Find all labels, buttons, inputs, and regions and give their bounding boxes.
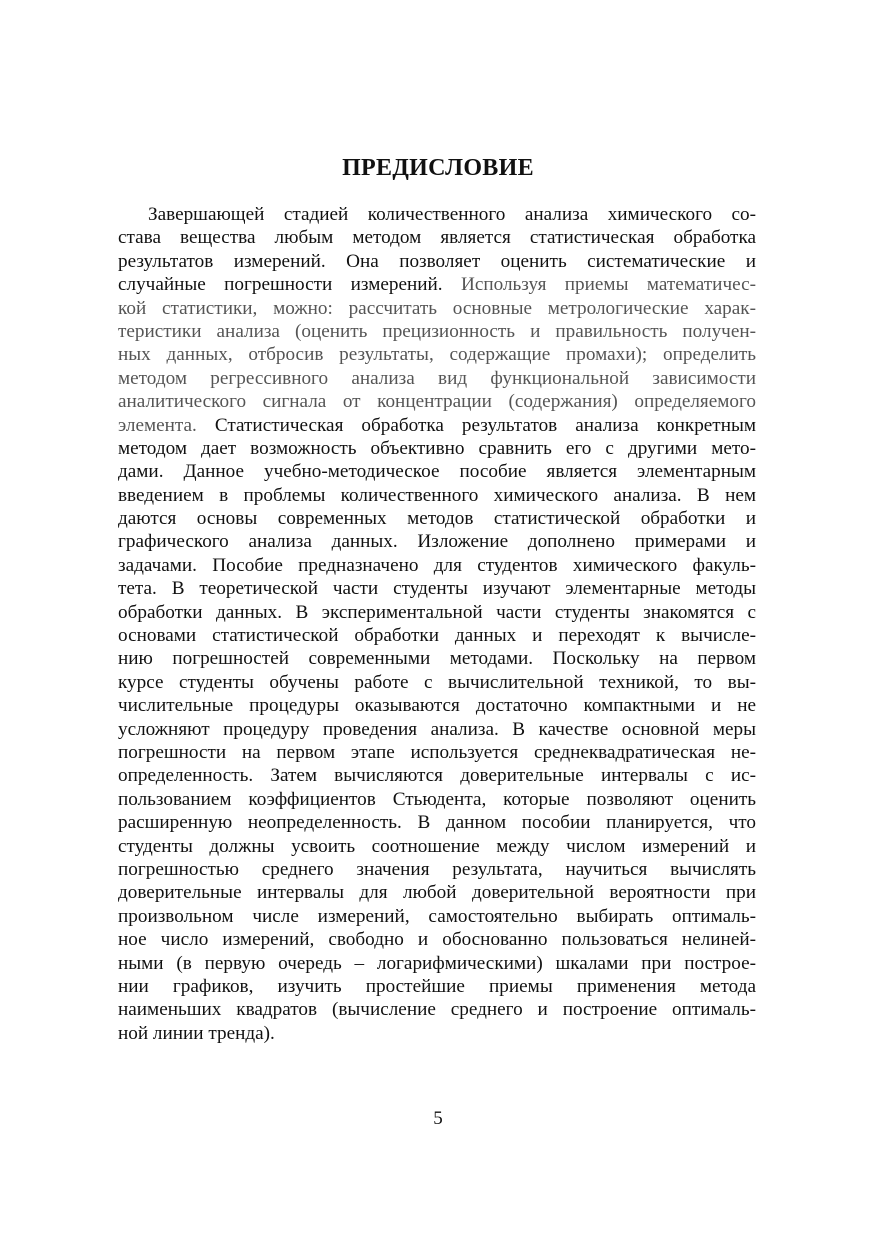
- text-line: методом дает возможность объективно сравнить его с другими мето-: [118, 437, 756, 459]
- preface-paragraph: [118, 203, 756, 1045]
- text-line: погрешностью среднего значения результата, научиться вычислять: [118, 858, 756, 880]
- text-line: [118, 273, 756, 296]
- text-line: результатов измерений. Она позволяет оценить систематические и: [118, 250, 756, 272]
- text-line: Завершающей стадией количественного анализа химического со-: [148, 204, 756, 225]
- text-line: ными (в первую очередь – логарифмическими) шкалами при построе-: [118, 952, 756, 974]
- text-line: нию погрешностей современными методами. Поскольку на первом: [118, 648, 756, 670]
- text-segment: Статистическая обработка результатов анализа конкретным: [214, 414, 756, 436]
- text-line: кой статистики, можно: рассчитать основные метрологические харак-: [118, 297, 756, 319]
- text-line: теристики анализа (оценить прецизионность и правильность получен-: [118, 320, 756, 342]
- text-line: аналитического сигнала от концентрации (содержания) определяемого: [118, 391, 756, 413]
- text-line: расширенную неопределенность. В данном пособии планируется, что: [118, 812, 756, 834]
- page-title: ПРЕДИСЛОВИЕ: [342, 155, 534, 181]
- text-line: определенность. Затем вычисляются доверительные интервалы с ис-: [118, 765, 756, 787]
- text-line: методом регрессивного анализа вид функциональной зависимости: [118, 367, 756, 389]
- text-line: тета. В теоретической части студенты изучают элементарные методы: [118, 578, 756, 600]
- text-line: графического анализа данных. Изложение дополнено примерами и: [118, 531, 756, 553]
- text-line: введением в проблемы количественного химического анализа. В нем: [118, 484, 756, 506]
- text-line: става вещества любым методом является статистическая обработка: [118, 227, 756, 249]
- text-line: обработки данных. В экспериментальной части студенты знакомятся с: [118, 601, 756, 623]
- text-segment-gray: элемента.: [118, 414, 197, 436]
- text-line: нии графиков, изучить простейшие приемы применения метода: [118, 975, 756, 997]
- text-line: произвольном числе измерений, самостоятельно выбирать оптималь-: [118, 905, 756, 927]
- text-line: задачами. Пособие предназначено для студентов химического факуль-: [118, 554, 756, 576]
- text-line: [118, 414, 756, 437]
- text-line: студенты должны усвоить соотношение между числом измерений и: [118, 835, 756, 857]
- text-segment-gray: Используя приемы математичес-: [460, 274, 756, 296]
- text-line: усложняют процедуру проведения анализа. В качестве основной меры: [118, 718, 756, 740]
- text-line: ных данных, отбросив результаты, содержащие промахи); определить: [118, 344, 756, 366]
- text-line: дами. Данное учебно-методическое пособие является элементарным: [118, 461, 756, 483]
- text-line: пользованием коэффициентов Стьюдента, которые позволяют оценить: [118, 788, 756, 810]
- text-segment: случайные погрешности измерений.: [118, 274, 443, 296]
- text-line: даются основы современных методов статистической обработки и: [118, 508, 756, 530]
- text-line: курсе студенты обучены работе с вычислительной техникой, то вы-: [118, 671, 756, 693]
- text-line: ной линии тренда).: [118, 1022, 275, 1044]
- text-line: числительные процедуры оказываются достаточно компактными и не: [118, 695, 756, 717]
- page-number: 5: [433, 1108, 443, 1129]
- text-line: доверительные интервалы для любой доверительной вероятности при: [118, 882, 756, 904]
- text-line: ное число измерений, свободно и обоснованно пользоваться нелиней-: [118, 929, 756, 951]
- text-line: наименьших квадратов (вычисление среднего и построение оптималь-: [118, 999, 756, 1021]
- text-line: основами статистической обработки данных и переходят к вычисле-: [118, 625, 756, 647]
- text-line: погрешности на первом этапе используется среднеквадратическая не-: [118, 741, 756, 763]
